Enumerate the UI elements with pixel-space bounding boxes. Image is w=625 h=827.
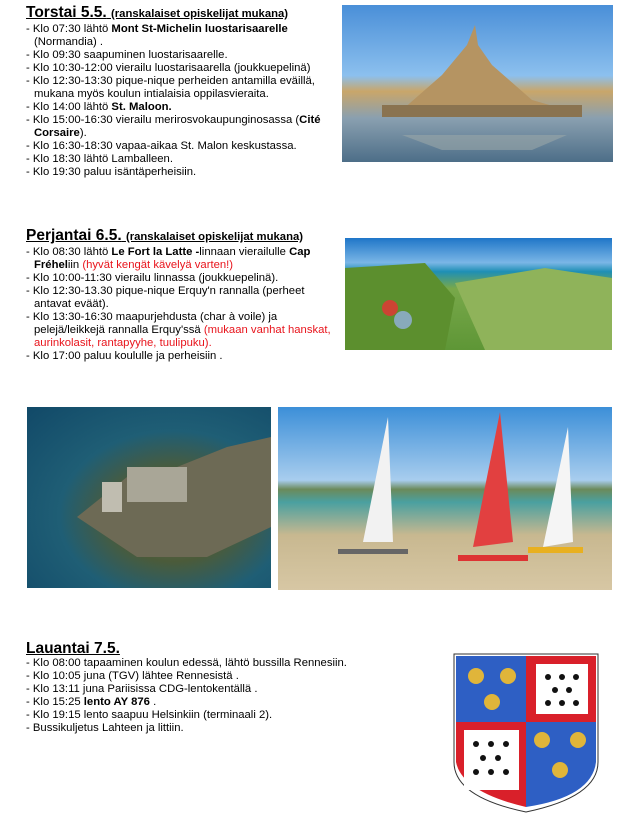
item-text: iin <box>67 259 83 271</box>
schedule-item <box>26 709 386 722</box>
item-text: . <box>149 696 157 708</box>
bold-text: Le Fort la Latte - <box>111 246 200 258</box>
item-text: - Klo 15:00-16:30 vierailu merirosvokaupunginosassa ( <box>26 114 300 126</box>
schedule-item <box>26 140 336 153</box>
section-heading <box>26 227 336 246</box>
item-text: - Klo 19:30 paluu isäntäperheisiin. <box>26 166 197 178</box>
item-text: - Klo 08:00 tapaaminen koulun edessä, lähtö bussilla Rennesiin. <box>26 657 347 669</box>
item-text: - Klo 17:00 paluu koululle ja perheisiin . <box>26 350 223 362</box>
coat-of-arms <box>452 652 600 814</box>
schedule-item <box>26 722 386 735</box>
item-text: - Klo 07:30 lähtö <box>26 23 112 35</box>
schedule-item <box>26 101 336 114</box>
schedule-item <box>26 62 336 75</box>
schedule-item <box>26 272 336 285</box>
item-text: - Klo 19:15 lento saapuu Helsinkiin (terminaali 2). <box>26 709 273 721</box>
item-text: linnaan vierailulle <box>199 246 290 258</box>
schedule-item <box>26 311 336 350</box>
schedule-item <box>26 75 336 101</box>
bold-text: Cap Fréhel <box>34 246 311 271</box>
item-text: (Normandia) . <box>34 36 104 48</box>
bold-text: lento AY 876 <box>83 696 150 708</box>
item-text: - Klo 12:30-13:30 pique-nique perheiden antamilla eväillä, mukana myös koulun intialaisia oppilasvieraita. <box>26 75 315 100</box>
fort-la-latte-photo <box>27 407 271 588</box>
sand-yachting-photo <box>278 407 612 590</box>
schedule-item <box>26 670 386 683</box>
item-text: - Klo 15:25 <box>26 696 84 708</box>
mont-st-michel-photo <box>342 5 613 162</box>
item-text: - Klo 09:30 saapuminen luostarisaarelle. <box>26 49 228 61</box>
item-text: - Klo 10:05 juna (TGV) lähtee Rennesistä . <box>26 670 239 682</box>
schedule-item <box>26 114 336 140</box>
item-text: - Klo 10:00-11:30 vierailu linnassa (joukkuepelinä). <box>26 272 279 284</box>
bold-text: Cité Corsaire <box>34 114 321 139</box>
item-text: - Klo 10:30-12:00 vierailu luostarisaarella (joukkuepelinä) <box>26 62 311 74</box>
day-subtitle: (ranskalaiset opiskelijat mukana) <box>125 231 304 243</box>
schedule-item <box>26 246 336 272</box>
item-text: - Klo 13:30-16:30 maapurjehdusta (char à voile) ja pelejä/leikkejä rannalla Erquy'ssä <box>26 311 278 336</box>
day-title: Torstai 5.5. <box>26 4 107 21</box>
item-text: - Klo 08:30 lähtö <box>26 246 112 258</box>
schedule-item <box>26 657 386 670</box>
item-text: - Klo 18:30 lähtö Lamballeen. <box>26 153 173 165</box>
schedule-item <box>26 683 386 696</box>
schedule-item <box>26 166 336 179</box>
note-text: (hyvät kengät kävelyä varten!) <box>82 259 234 271</box>
section-heading <box>26 4 336 23</box>
item-text: - Klo 13:11 juna Pariisissa CDG-lentokentällä . <box>26 683 258 695</box>
item-text: - Bussikuljetus Lahteen ja littiin. <box>26 722 184 734</box>
day-title: Perjantai 6.5. <box>26 227 122 244</box>
item-text: - Klo 16:30-18:30 vapaa-aikaa St. Malon keskustassa. <box>26 140 297 152</box>
schedule-item <box>26 23 336 49</box>
section-heading <box>26 640 386 657</box>
schedule-item <box>26 696 386 709</box>
day-subtitle: (ranskalaiset opiskelijat mukana) <box>111 8 289 20</box>
section-thursday <box>26 4 336 179</box>
schedule-item <box>26 49 336 62</box>
schedule-item <box>26 350 336 363</box>
schedule-item <box>26 285 336 311</box>
day-title: Lauantai 7.5. <box>26 640 120 657</box>
item-text: - Klo 12:30-13.30 pique-nique Erquy'n rannalla (perheet antavat eväät). <box>26 285 305 310</box>
note-text: (mukaan vanhat hanskat, aurinkolasit, rantapyyhe, tuulipuku). <box>34 324 331 349</box>
section-saturday <box>26 640 386 735</box>
item-text: - Klo 14:00 lähtö <box>26 101 112 113</box>
bold-text: Mont St-Michelin luostarisaarelle <box>111 23 288 35</box>
cap-frehel-hikers-photo <box>345 238 612 350</box>
section-friday <box>26 227 336 363</box>
schedule-item <box>26 153 336 166</box>
item-text: ). <box>79 127 87 139</box>
bold-text: St. Maloon. <box>111 101 172 113</box>
